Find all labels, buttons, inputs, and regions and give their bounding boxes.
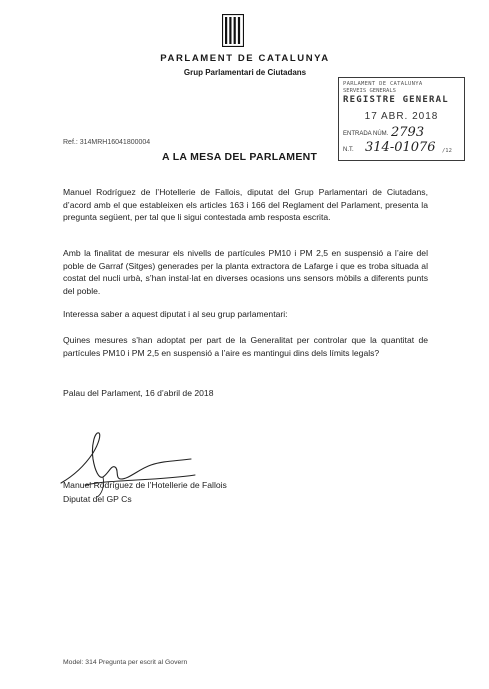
footer-model: Model: 314 Pregunta per escrit al Govern	[63, 659, 188, 666]
stamp-entry-label: ENTRADA NÚM.	[343, 131, 389, 137]
stamp-nt-label: N.T.	[343, 147, 354, 153]
paragraph-question: Quines mesures s’han adoptat per part de la Generalitat per controlar que la quantitat de partícules PM10 i PM 2,5 en suspensió a l’aire es mantingui dins dels límits legals?	[63, 335, 428, 358]
stamp-date: 17 ABR. 2018	[364, 111, 439, 122]
registry-stamp	[338, 77, 465, 161]
paragraph-context: Amb la finalitat de mesurar els nivells de partícules PM10 i PM 2,5 en suspensió a l’aire del poble de Garraf (Sitges) generades per la planta extractora de Lafarge i que es troba situada al costat del nucli urbà, s’han instal·lat en diverses ocasions uns sensors mòbils a diferents punts del poble.	[63, 248, 428, 296]
paragraph-intro: Manuel Rodríguez de l’Hotellerie de Fallois, diputat del Grup Parlamentari de Ciutadans, d’acord amb el que estableixen els articles 163 i 166 del Reglament del Parlament, presenta la pregunta següent, per tal que li sigui contestada amb resposta escrita.	[63, 187, 428, 223]
parliament-logo-icon	[222, 14, 244, 47]
stamp-entry-number: 2793	[391, 125, 425, 140]
signer-role: Diputat del GP Cs	[63, 494, 132, 504]
group-name: Grup Parlamentari de Ciutadans	[183, 68, 307, 77]
paragraph-interest: Interessa saber a aquest diputat i al seu grup parlamentari:	[63, 309, 288, 319]
stamp-nt-number: 314-01076	[365, 140, 436, 155]
stamp-line-1: PARLAMENT DE CATALUNYA	[343, 81, 423, 87]
place-date: Palau del Parlament, 16 d’abril de 2018	[63, 388, 214, 398]
stamp-line-2: SERVEIS GENERALS	[343, 88, 396, 94]
signer-name: Manuel Rodríguez de l’Hotellerie de Fallois	[63, 480, 227, 490]
document-title: A LA MESA DEL PARLAMENT	[162, 151, 318, 163]
reference-number: Ref.: 314MRH16041800004	[63, 139, 151, 146]
stamp-nt-suffix: /12	[442, 148, 452, 154]
stamp-register: REGISTRE GENERAL	[343, 95, 449, 105]
org-name: PARLAMENT DE CATALUNYA	[160, 53, 330, 64]
